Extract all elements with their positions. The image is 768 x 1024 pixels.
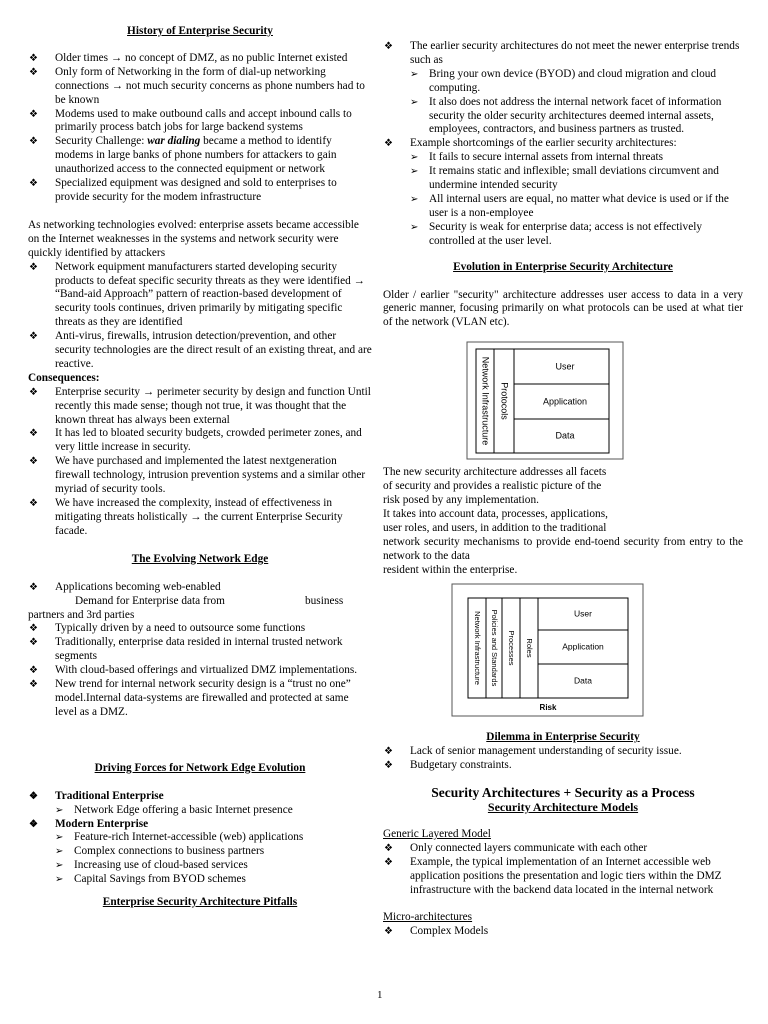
dilemma-list (383, 745, 743, 773)
models-title: Security Architecture Models (487, 800, 639, 815)
arrow-bullet-icon: ➢ (410, 221, 419, 233)
list-item: ❖ Modems used to make outbound calls and accept inbound calls to primarily process batch jobs for large backend systems (29, 107, 352, 134)
arrow-bullet-icon: ➢ (410, 96, 419, 108)
list-item: ➢ Security is weak for enterprise data; access is not effectively controlled at the user level. (410, 220, 703, 247)
pitfalls-title: Enterprise Security Architecture Pitfalls (102, 896, 298, 909)
arrow-bullet-icon: ➢ (410, 68, 419, 80)
diamond-bullet-icon: ❖ (29, 178, 38, 190)
diamond-bullet-icon: ❖ (29, 665, 38, 677)
list-item: ❖ Only connected layers communicate with each other (384, 842, 648, 854)
list-item: ❖ Budgetary constraints. (384, 759, 512, 772)
arrow-bullet-icon: ➢ (55, 832, 64, 844)
diamond-bullet-icon: ❖ (29, 261, 38, 273)
evolution-paragraph: Older / earlier "security" architecture addresses user access to data in a very generic manner, focusing primarily on what protocols can be used at what tier of the network (VLAN etc). (383, 288, 743, 329)
diamond-bullet-icon: ❖ (384, 41, 393, 52)
diamond-bullet-icon: ❖ (29, 456, 38, 468)
edge-list-2 (28, 622, 372, 719)
shortcomings-list (383, 137, 743, 151)
new-architecture-paragraph: The new security architecture addresses all facets of security and provides a realistic picture of the risk posed by any implementation. It takes into account data, processes, applications, user roles, and users, in addition to the traditional network security mechanisms to provide end-toend security from entry to the network to the data resident within the enterprise. (383, 466, 743, 576)
forces-list (28, 790, 372, 804)
dilemma-title: Dilemma in Enterprise Security (486, 731, 640, 744)
diamond-bullet-icon: ❖ (29, 623, 38, 635)
list-item: ❖ Traditional Enterprise (29, 789, 164, 802)
list-item: ❖ Modern Enterprise (29, 817, 149, 830)
page-number: 1 (377, 989, 383, 1001)
user-label: User (574, 608, 592, 619)
list-item: ❖ Applications becoming web-enabled (29, 580, 221, 593)
edge-demand-line: Demand for Enterprise data from business (75, 594, 344, 607)
list-item: ❖ The earlier security architectures do not meet the newer enterprise trends such as (384, 40, 740, 66)
list-item: ❖ Enterprise security → perimeter security by design and function Until recently this made sense; though not true, it was thought that the known threat has always been external (29, 385, 371, 426)
consequences-list (28, 386, 372, 539)
new-architecture-diagram (383, 582, 743, 722)
left-column (28, 0, 372, 910)
list-item: ➢ Capital Savings from BYOD schemes (55, 873, 246, 886)
roles-label: Roles (525, 638, 535, 659)
traditional-sub-list (28, 804, 372, 818)
edge-list (28, 581, 372, 595)
arrow-bullet-icon: ➢ (410, 193, 419, 205)
diamond-bullet-icon: ❖ (29, 790, 38, 802)
policies-label: Policies and Standards (490, 610, 500, 687)
diamond-bullet-icon: ❖ (384, 843, 393, 854)
list-item: ❖ We have purchased and implemented the latest nextgeneration firewall technology, intrusion prevention systems and a similar other myriad of security tools. (29, 455, 366, 496)
list-item: ➢ Increasing use of cloud-based services (55, 859, 248, 872)
arrow-bullet-icon: ➢ (410, 152, 419, 164)
list-item: ❖ Example shortcomings of the earlier security architectures: (384, 137, 677, 150)
generic-model-label: Generic Layered Model (383, 828, 491, 841)
list-item: ➢ Complex connections to business partners (55, 845, 265, 858)
diamond-bullet-icon: ❖ (29, 498, 38, 509)
protocols-label: Protocols (499, 382, 510, 420)
list-item: ❖ Complex Models (384, 924, 489, 937)
list-item: ❖ It has led to bloated security budgets, crowded perimeter zones, and very little increase in security. (29, 427, 362, 454)
list-item: ❖ Lack of senior management understanding of security issue. (384, 745, 682, 758)
list-item: ➢ All internal users are equal, no matter what device is used or if the user is a non-employee (410, 192, 729, 219)
processes-label: Processes (507, 630, 517, 666)
list-item: ➢ Bring your own device (BYOD) and cloud migration and cloud computing. (410, 67, 717, 94)
list-item: ➢ It fails to secure internal assets from internal threats (410, 151, 664, 164)
diamond-bullet-icon: ❖ (29, 52, 38, 64)
forces-list-2 (28, 818, 372, 832)
arrow-bullet-icon: ➢ (410, 166, 419, 178)
list-item: ❖ With cloud-based offerings and virtualized DMZ implementations. (29, 664, 358, 677)
list-item: ❖ Older times → no concept of DMZ, as no public Internet existed (29, 51, 348, 64)
application-label: Application (542, 396, 588, 407)
right-column (383, 0, 743, 938)
data-label: Data (574, 675, 592, 686)
list-item: ❖ We have increased the complexity, instead of effectiveness in mitigating threats holistically → the current Enterprise Security facade. (29, 497, 343, 537)
diamond-bullet-icon: ❖ (384, 760, 393, 772)
legacy-architecture-diagram (383, 340, 743, 466)
forces-title: Driving Forces for Network Edge Evolution (94, 761, 306, 774)
evolution-title: Evolution in Enterprise Security Architecture (453, 260, 673, 273)
shortcomings-sub-list (383, 151, 743, 248)
diamond-bullet-icon: ❖ (384, 746, 393, 758)
diamond-bullet-icon: ❖ (29, 386, 38, 398)
arrow-bullet-icon: ➢ (55, 860, 64, 872)
diamond-bullet-icon: ❖ (384, 925, 393, 937)
application-label: Application (562, 641, 604, 652)
network-infrastructure-label: Network Infrastructure (473, 611, 483, 686)
risk-label: Risk (539, 703, 557, 713)
generic-list (383, 842, 743, 898)
list-item: ❖ Traditionally, enterprise data resided in internal trusted network segments (29, 636, 343, 663)
evolved-paragraph: As networking technologies evolved: enterprise assets became accessible on the Internet weaknesses in the systems and network security were quickly identified by attackers (28, 218, 359, 259)
evolved-list (28, 261, 372, 372)
arrow-bullet-icon: ➢ (55, 846, 64, 858)
older-sub-list (383, 68, 743, 138)
list-item: ➢ Network Edge offering a basic Internet presence (55, 803, 293, 816)
list-item: ❖ Typically driven by a need to outsource some functions (29, 622, 306, 635)
edge-title: The Evolving Network Edge (131, 552, 269, 565)
arrow-bullet-icon: ➢ (55, 874, 64, 886)
diamond-bullet-icon: ❖ (29, 331, 38, 343)
list-item: ❖ Security Challenge: war dialing became a method to identify modems in large banks of phone numbers for attackers to gain unauthorized access to the connected equipment or network (29, 135, 337, 176)
list-item: ❖ Specialized equipment was designed and sold to enterprises to provide security for the modem infrastructure (29, 177, 337, 203)
diamond-bullet-icon: ❖ (29, 136, 38, 148)
consequences-label: Consequences: (28, 371, 100, 384)
list-item: ➢ It also does not address the internal network facet of information security the older security architectures deemed internal assets, employees, contractors, and business partners as trusted. (410, 95, 722, 136)
micro-architectures-label: Micro-architectures (383, 910, 473, 923)
diamond-bullet-icon: ❖ (29, 679, 38, 691)
list-item: ❖ Network equipment manufacturers started developing security products to defeat specific security threats as they were identified → “Band-aid Approach” pattern of reaction-based development of security tools continues, driven primarily by mitigating specific threats as they are identified (29, 260, 365, 329)
list-item: ➢ It remains static and inflexible; small deviations circumvent and undermine intended security (410, 165, 719, 192)
list-item: ❖ Only form of Networking in the form of dial-up networking connections → not much security concerns as phone numbers had to be known (29, 65, 365, 106)
diamond-bullet-icon: ❖ (384, 856, 393, 868)
list-item: ❖ Example, the typical implementation of an Internet accessible web application positions the presentation and logic tiers within the DMZ infrastructure with the backend data located in the internal network (384, 855, 722, 896)
list-item: ❖ Anti-virus, firewalls, intrusion detection/prevention, and other security technologies are the direct result of an existing threat, and are reactive. (29, 330, 372, 370)
war-dialing-term: war dialing (147, 135, 201, 148)
diamond-bullet-icon: ❖ (29, 818, 38, 830)
diamond-bullet-icon: ❖ (29, 108, 38, 120)
older-list (383, 40, 743, 68)
arrow-bullet-icon: ➢ (55, 804, 64, 816)
diamond-bullet-icon: ❖ (384, 138, 393, 150)
user-label: User (555, 361, 575, 372)
network-infrastructure-label: Network Infrastructure (480, 356, 491, 446)
diamond-bullet-icon: ❖ (29, 581, 38, 593)
diamond-bullet-icon: ❖ (29, 637, 38, 649)
diamond-bullet-icon: ❖ (29, 66, 38, 78)
data-label: Data (555, 430, 575, 441)
diamond-bullet-icon: ❖ (29, 428, 38, 440)
edge-demand-continued: partners and 3rd parties (28, 608, 135, 621)
modern-sub-list (28, 831, 372, 887)
micro-list (383, 925, 743, 939)
list-item: ➢ Feature-rich Internet-accessible (web) applications (55, 831, 304, 844)
section-title: Security Architectures + Security as a Process (431, 785, 695, 801)
history-title: History of Enterprise Security (127, 25, 273, 37)
list-item: ❖ New trend for internal network security design is a “trust no one” model.Internal data-systems are firewalled and protected at same level as a DMZ. (29, 678, 351, 718)
history-list (28, 52, 372, 205)
